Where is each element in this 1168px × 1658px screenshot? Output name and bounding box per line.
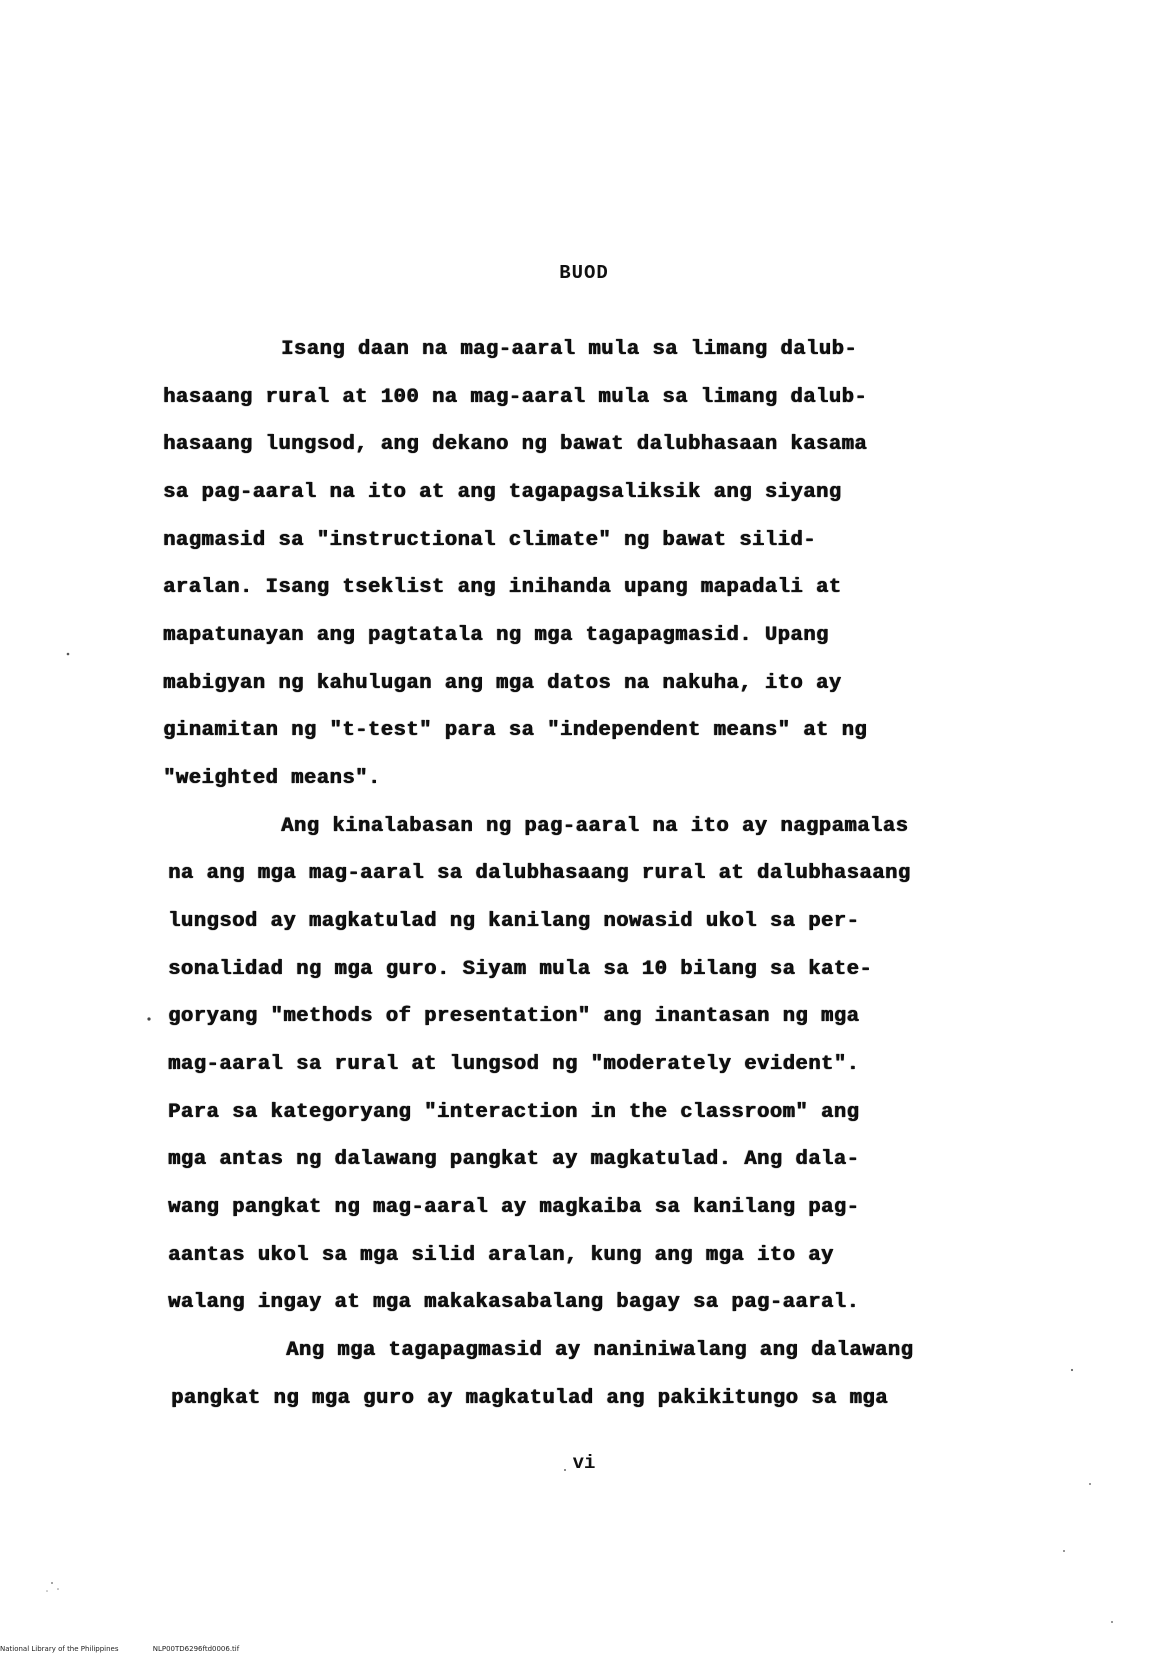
text-line: mabigyan ng kahulugan ang mga datos na nakuha, ito ay [163,672,842,695]
text-line: mapatunayan ang pagtatala ng mga tagapagmasid. Upang [163,624,829,647]
text-line: mga antas ng dalawang pangkat ay magkatulad. Ang dala- [168,1148,860,1171]
text-line: sa pag-aaral na ito at ang tagapagsaliksik ang siyang [163,481,842,504]
scan-footer [0,1645,271,1653]
page-title: BUOD [559,262,609,284]
text-line: pangkat ng mga guro ay magkatulad ang pakikitungo sa mga [171,1387,888,1410]
text-line: hasaang rural at 100 na mag-aaral mula sa limang dalub- [163,386,868,409]
footer-library: National Library of the Philippines [0,1645,119,1653]
text-line: aantas ukol sa mga silid aralan, kung ang mga ito ay [168,1244,834,1267]
text-line: Para sa kategoryang "interaction in the classroom" ang [168,1101,860,1124]
text-line: wang pangkat ng mag-aaral ay magkaiba sa kanilang pag- [168,1196,860,1219]
text-line: Ang kinalabasan ng pag-aaral na ito ay nagpamalas [281,815,909,838]
text-line: hasaang lungsod, ang dekano ng bawat dalubhasaan kasama [163,433,868,456]
text-line: goryang "methods of presentation" ang inantasan ng mga [168,1005,860,1028]
text-line: mag-aaral sa rural at lungsod ng "moderately evident". [168,1053,860,1076]
text-line: sonalidad ng mga guro. Siyam mula sa 10 bilang sa kate- [168,958,873,981]
text-line: "weighted means". [163,767,381,790]
footer-file: NLP00TD6296ftd0006.tif [152,1645,240,1653]
text-line: nagmasid sa "instructional climate" ng bawat silid- [163,529,816,552]
text-line: na ang mga mag-aaral sa dalubhasaang rural at dalubhasaang [168,862,911,885]
text-line: Ang mga tagapagmasid ay naniniwalang ang dalawang [286,1339,914,1362]
text-line: Isang daan na mag-aaral mula sa limang dalub- [281,338,858,361]
text-line: lungsod ay magkatulad ng kanilang nowasid ukol sa per- [168,910,860,933]
page-number: vi [572,1452,596,1474]
text-line: walang ingay at mga makakasabalang bagay sa pag-aaral. [168,1291,860,1314]
text-line: ginamitan ng "t-test" para sa "independent means" at ng [163,719,868,742]
text-line: aralan. Isang tseklist ang inihanda upang mapadali at [163,576,842,599]
